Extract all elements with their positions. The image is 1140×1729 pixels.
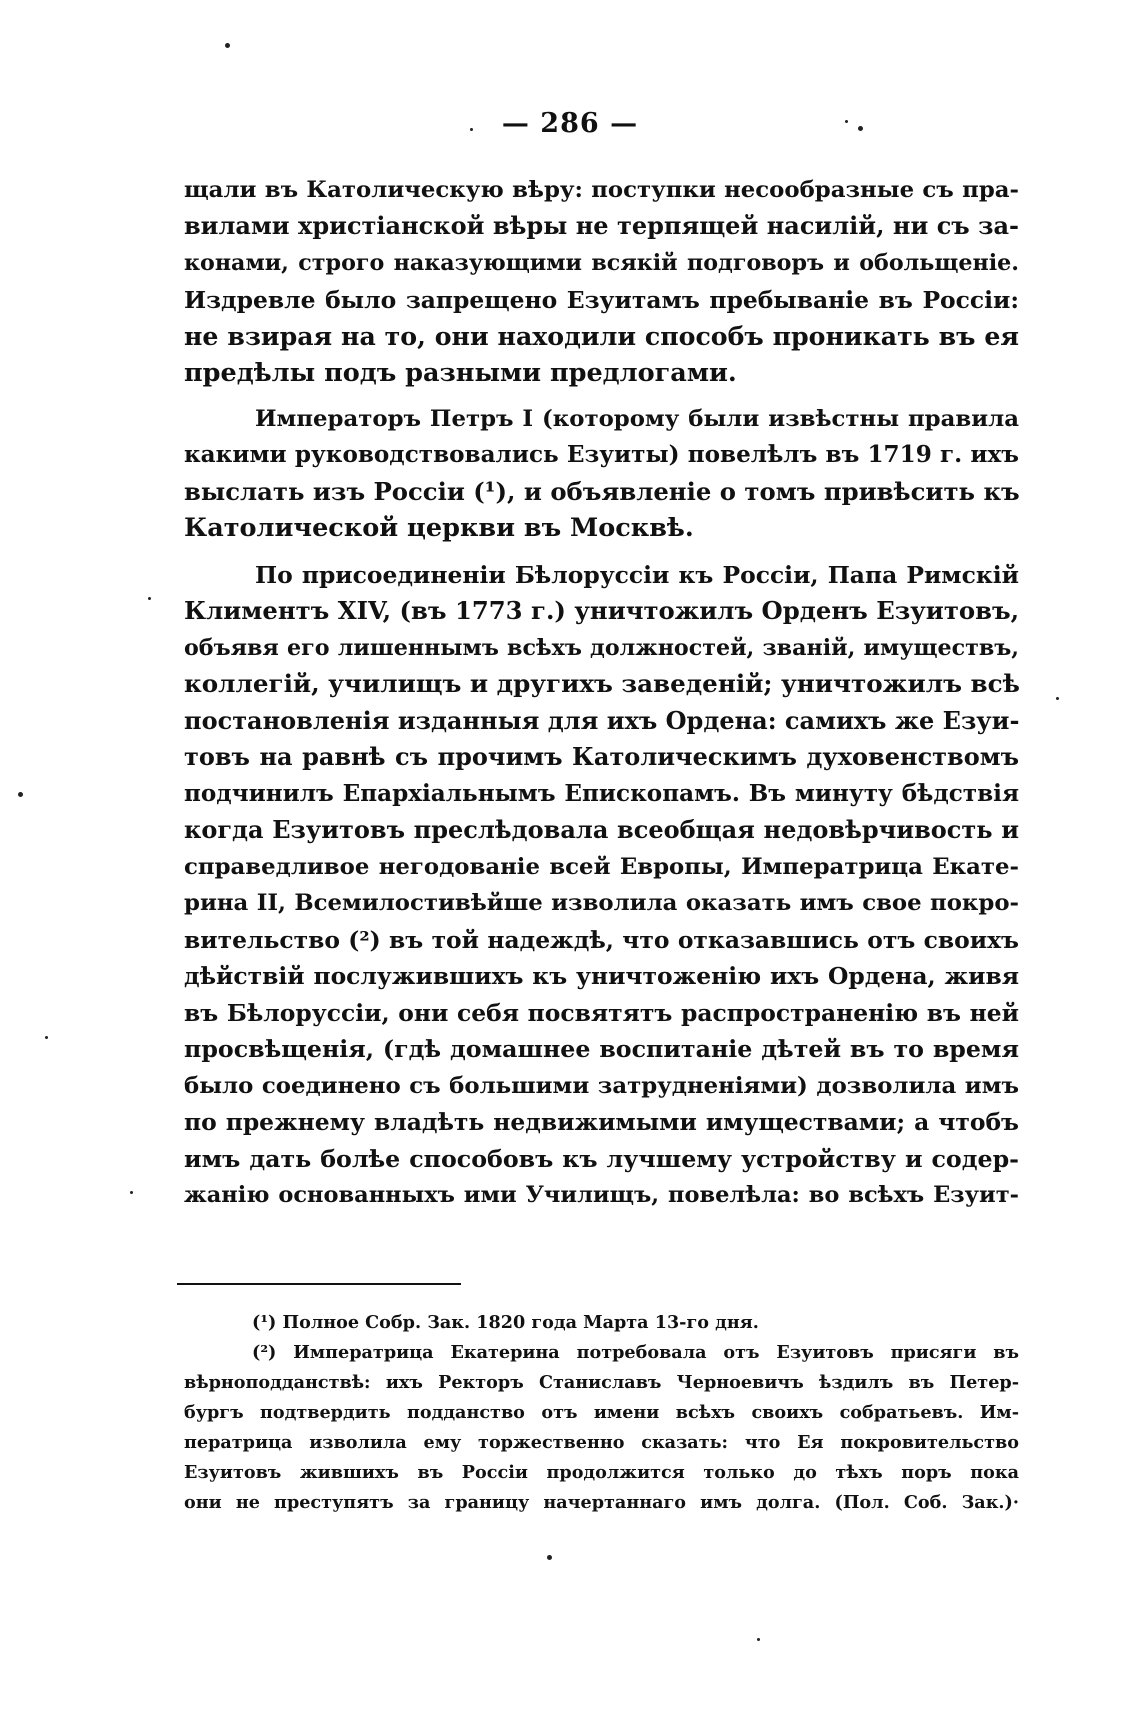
text-line: вилами христіанской вѣры не терпящей насилій, ни съ за- bbox=[184, 211, 1019, 240]
scan-speck bbox=[225, 43, 230, 48]
text-line: Католической церкви въ Москвѣ. bbox=[184, 513, 694, 543]
text-line: Издревле было запрещено Езуитамъ пребываніе въ Россіи: bbox=[184, 286, 1019, 314]
page-number: — 286 — bbox=[501, 108, 639, 139]
text-line: не взирая на то, они находили способъ проникать въ ея bbox=[184, 321, 1019, 351]
scan-speck bbox=[858, 126, 863, 131]
text-line: предѣлы подъ разными предлогами. bbox=[184, 358, 737, 388]
text-line: Императоръ Петръ I (которому были извѣстны правила bbox=[255, 406, 1019, 432]
text-line: По присоединеніи Бѣлоруссіи къ Россіи, Папа Римскій bbox=[255, 561, 1019, 589]
footnote-2-line: (²) Императрица Екатерина потребовала отъ Езуитовъ присяги въ bbox=[252, 1342, 1019, 1363]
text-line: было соединено съ большими затрудненіями) дозволила имъ bbox=[184, 1073, 1019, 1099]
text-line: въ Бѣлоруссіи, они себя посвятятъ распространенію въ ней bbox=[184, 999, 1019, 1027]
text-line: имъ дать болѣе способовъ къ лучшему устройству и содер- bbox=[184, 1145, 1019, 1173]
text-line: товъ на равнѣ съ прочимъ Католическимъ духовенствомъ bbox=[184, 742, 1019, 771]
text-line: выслать изъ Россіи (¹), и объявленіе о томъ привѣсить къ bbox=[184, 477, 1020, 506]
text-line: коллегій, училищъ и другихъ заведеній; уничтожилъ всѣ bbox=[184, 669, 1020, 698]
text-line: конами, строго наказующими всякій подговоръ и обольщеніе. bbox=[184, 250, 1019, 276]
footnote-2-line: ператрица изволила ему торжественно сказать: что Ея покровительство bbox=[184, 1432, 1019, 1453]
text-line: дѣйствій послужившихъ къ уничтоженію ихъ Ордена, живя bbox=[184, 962, 1019, 990]
scan-speck bbox=[757, 1638, 760, 1641]
footnote-2-line: они не преступятъ за границу начертаннаго имъ долга. (Пол. Соб. Зак.)· bbox=[184, 1492, 1019, 1513]
text-line: по прежнему владѣть недвижимыми имуществами; а чтобъ bbox=[184, 1108, 1019, 1136]
text-line: постановленія изданныя для ихъ Ордена: самихъ же Езуи- bbox=[184, 706, 1020, 735]
text-line: какими руководствовались Езуиты) повелѣлъ въ 1719 г. ихъ bbox=[184, 441, 1019, 468]
footnote-2-line: вѣрноподданствѣ: ихъ Ректоръ Станиславъ Черноевичъ ѣздилъ въ Петер- bbox=[184, 1372, 1019, 1393]
footnote-2-line: Езуитовъ жившихъ въ Россіи продолжится только до тѣхъ поръ пока bbox=[184, 1462, 1019, 1483]
text-line: Климентъ XIV, (въ 1773 г.) уничтожилъ Орденъ Езуитовъ, bbox=[184, 596, 1020, 625]
text-line: вительство (²) въ той надеждѣ, что отказавшись отъ своихъ bbox=[184, 926, 1019, 954]
scan-speck bbox=[1056, 697, 1059, 700]
text-line: справедливое негодованіе всей Европы, Императрица Екате- bbox=[184, 854, 1019, 880]
text-line: просвѣщенія, (гдѣ домашнее воспитаніе дѣтей въ то время bbox=[184, 1035, 1019, 1063]
footnote-divider bbox=[177, 1283, 461, 1285]
scan-speck bbox=[130, 1191, 133, 1194]
scan-speck bbox=[45, 1036, 48, 1039]
text-line: жанію основанныхъ ими Училищъ, повелѣла: во всѣхъ Езуит- bbox=[184, 1182, 1019, 1208]
scan-speck bbox=[18, 792, 23, 797]
text-line: объявя его лишеннымъ всѣхъ должностей, званій, имуществъ, bbox=[184, 635, 1019, 661]
text-line: подчинилъ Епархіальнымъ Епископамъ. Въ минуту бѣдствія bbox=[184, 780, 1019, 807]
scan-speck bbox=[547, 1555, 552, 1560]
scan-speck bbox=[148, 597, 151, 600]
text-line: рина II, Всемилостивѣйше изволила оказать имъ свое покро- bbox=[184, 890, 1019, 916]
footnote-2-line: бургъ подтвердить подданство отъ имени всѣхъ своихъ собратьевъ. Им- bbox=[184, 1402, 1019, 1423]
footnote-1: (¹) Полное Собр. Зак. 1820 года Марта 13-го дня. bbox=[252, 1312, 759, 1333]
scan-speck bbox=[845, 120, 848, 123]
text-line: щали въ Католическую вѣру: поступки несообразные съ пра- bbox=[184, 177, 1019, 203]
text-line: когда Езуитовъ преслѣдовала всеобщая недовѣрчивость и bbox=[184, 815, 1019, 844]
scan-speck bbox=[470, 128, 473, 131]
